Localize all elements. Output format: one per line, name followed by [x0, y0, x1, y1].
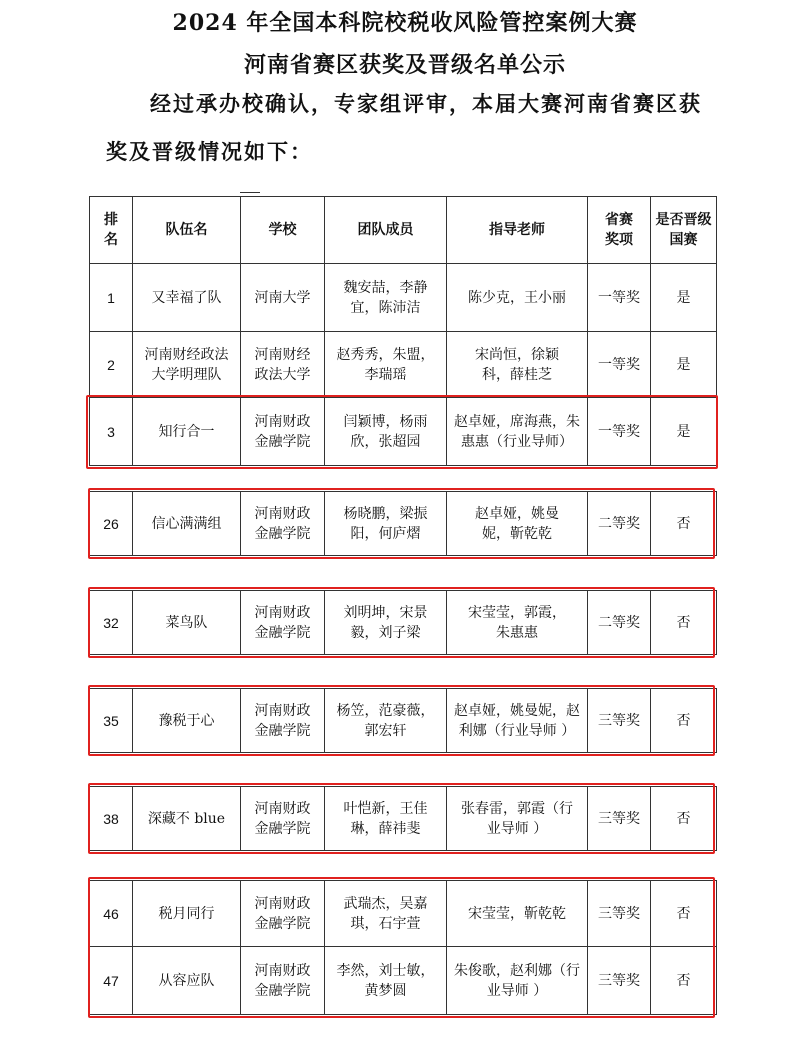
cell-school: 河南财政金融学院: [241, 787, 325, 851]
table-row: [90, 787, 717, 851]
cell-award: 二等奖: [588, 492, 651, 556]
cell-advisor: 宋莹莹，郭霞，朱惠惠: [447, 591, 588, 655]
cell-team: 河南财经政法大学明理队: [133, 332, 241, 398]
table-row: [90, 881, 717, 947]
table-row: [90, 264, 717, 332]
header-advisor: 指导老师: [447, 197, 588, 264]
intro-line-1: 经过承办校确认，专家组评审，本届大赛河南省赛区获: [150, 91, 702, 116]
cell-members: 杨晓鹏，梁振阳，何庐熠: [325, 492, 447, 556]
cell-team: 深藏不 blue: [133, 787, 241, 851]
cell-members: 杨笠，范豪薇，郭宏轩: [325, 689, 447, 753]
cell-award: 一等奖: [588, 264, 651, 332]
cell-team: 税月同行: [133, 881, 241, 947]
title-line-1: 2024 年全国本科院校税收风险管控案例大赛: [172, 10, 638, 36]
cell-advance: 否: [651, 881, 717, 947]
cell-advance: 否: [651, 591, 717, 655]
cell-rank: 35: [90, 689, 133, 753]
results-table-block-a: [89, 196, 717, 466]
cell-advance: 是: [651, 264, 717, 332]
cell-rank: 26: [90, 492, 133, 556]
cell-team: 菜鸟队: [133, 591, 241, 655]
cell-members: 李然，刘士敏，黄梦圆: [325, 947, 447, 1015]
cell-award: 三等奖: [588, 881, 651, 947]
cell-school: 河南财经政法大学: [241, 332, 325, 398]
header-rank: 排名: [90, 197, 133, 264]
results-table-block-d: [89, 688, 717, 753]
cell-team: 从容应队: [133, 947, 241, 1015]
cell-members: 武瑞杰，吴嘉琪，石宇萱: [325, 881, 447, 947]
cell-members: 魏安喆，李静宜，陈沛洁: [325, 264, 447, 332]
results-table-block-b: [89, 491, 717, 556]
cell-advisor: 陈少克，王小丽: [447, 264, 588, 332]
table-row: [90, 332, 717, 398]
cell-award: 三等奖: [588, 689, 651, 753]
cell-team: 信心满满组: [133, 492, 241, 556]
header-team: 队伍名: [133, 197, 241, 264]
cell-advance: 否: [651, 689, 717, 753]
cell-advance: 是: [651, 332, 717, 398]
cell-school: 河南财政金融学院: [241, 881, 325, 947]
header-members: 团队成员: [325, 197, 447, 264]
cell-award: 三等奖: [588, 947, 651, 1015]
cell-members: 刘明坤，宋景毅，刘子梁: [325, 591, 447, 655]
cell-rank: 3: [90, 398, 133, 466]
table-row: [90, 689, 717, 753]
table-row: [90, 947, 717, 1015]
cell-team: 知行合一: [133, 398, 241, 466]
header-award: 省赛奖项: [588, 197, 651, 264]
cell-rank: 32: [90, 591, 133, 655]
cell-school: 河南财政金融学院: [241, 947, 325, 1015]
cell-award: 二等奖: [588, 591, 651, 655]
cell-advisor: 宋尚恒，徐颖科，薛桂芝: [447, 332, 588, 398]
title-line-2: 河南省赛区获奖及晋级名单公示: [243, 52, 566, 78]
header-advance: 是否晋级国赛: [651, 197, 717, 264]
cell-school: 河南财政金融学院: [241, 398, 325, 466]
cell-advisor: 赵卓娅，席海燕，朱惠惠（行业导师）: [447, 398, 588, 466]
intro-line-2: 奖及晋级情况如下：: [106, 139, 313, 164]
cell-advisor: 赵卓娅，姚曼妮，靳乾乾: [447, 492, 588, 556]
cell-rank: 2: [90, 332, 133, 398]
cell-award: 一等奖: [588, 398, 651, 466]
cell-members: 闫颖博，杨雨欣，张超园: [325, 398, 447, 466]
cell-award: 一等奖: [588, 332, 651, 398]
cell-team: 豫税于心: [133, 689, 241, 753]
cell-rank: 46: [90, 881, 133, 947]
cell-members: 赵秀秀，朱盟，李瑞瑶: [325, 332, 447, 398]
cell-school: 河南财政金融学院: [241, 689, 325, 753]
table-row: [90, 398, 717, 466]
table-header-row: [90, 197, 717, 264]
cell-rank: 47: [90, 947, 133, 1015]
cell-advisor: 朱俊歌，赵利娜（行业导师 ）: [447, 947, 588, 1015]
cell-team: 又幸福了队: [133, 264, 241, 332]
cell-advance: 是: [651, 398, 717, 466]
header-top-stroke: [240, 192, 260, 193]
header-school: 学校: [241, 197, 325, 264]
cell-advance: 否: [651, 787, 717, 851]
cell-school: 河南财政金融学院: [241, 591, 325, 655]
results-table-block-f: [89, 880, 717, 1015]
cell-rank: 1: [90, 264, 133, 332]
cell-advance: 否: [651, 492, 717, 556]
cell-award: 三等奖: [588, 787, 651, 851]
cell-advance: 否: [651, 947, 717, 1015]
table-row: [90, 492, 717, 556]
cell-school: 河南大学: [241, 264, 325, 332]
cell-rank: 38: [90, 787, 133, 851]
results-table-block-c: [89, 590, 717, 655]
results-table-block-e: [89, 786, 717, 851]
cell-advisor: 赵卓娅，姚曼妮，赵利娜（行业导师 ）: [447, 689, 588, 753]
table-row: [90, 591, 717, 655]
cell-school: 河南财政金融学院: [241, 492, 325, 556]
cell-members: 叶恺新，王佳琳，薛祎斐: [325, 787, 447, 851]
cell-advisor: 张春雷，郭霞（行业导师 ）: [447, 787, 588, 851]
cell-advisor: 宋莹莹，靳乾乾: [447, 881, 588, 947]
